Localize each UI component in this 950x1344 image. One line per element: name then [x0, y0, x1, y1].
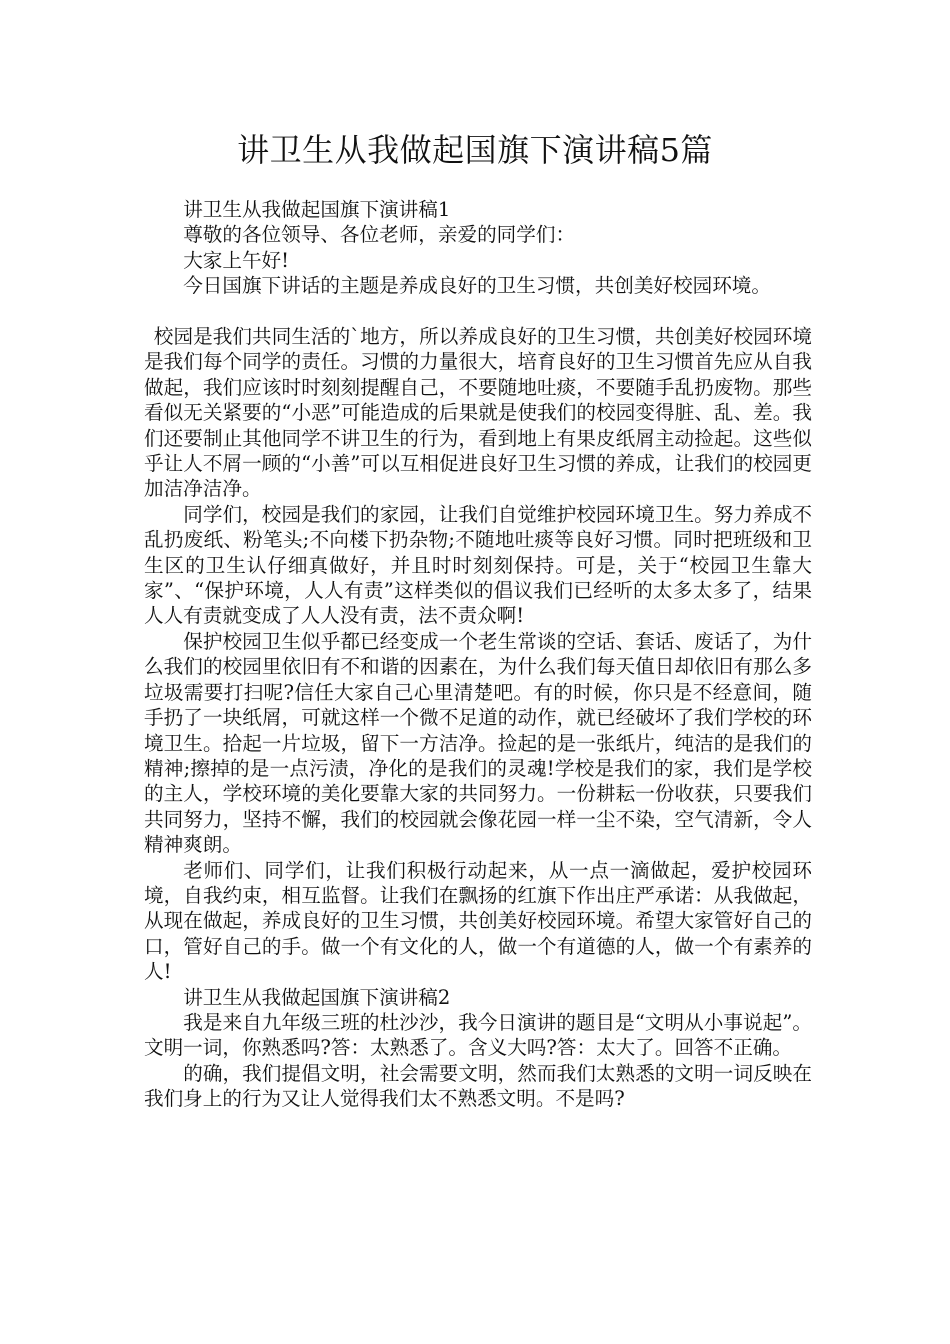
document-title: 讲卫生从我做起国旗下演讲稿5篇	[237, 131, 713, 169]
section-heading-1: 讲卫生从我做起国旗下演讲稿1	[183, 198, 451, 221]
paragraph: 我是来自九年级三班的杜沙沙，我今日演讲的题目是“文明从小事说起”。文明一词，你熟悉吗?答：太熟悉了。含义大吗?答：太大了。回答不正确。	[144, 1010, 812, 1060]
paragraph: 的确，我们提倡文明，社会需要文明，然而我们太熟悉的文明一词反映在我们身上的行为又让人觉得我们太不熟悉文明。不是吗?	[144, 1061, 812, 1111]
paragraph: 保护校园卫生似乎都已经变成一个老生常谈的空话、套话、废话了，为什么我们的校园里依旧有不和谐的因素在，为什么我们每天值日却依旧有那么多垃圾需要打扫呢?信任大家自己心里清楚吧。有的时候，你只是不经意间，随手扔了一块纸屑，可就这样一个微不足道的动作，就已经破坏了我们学校的环境卫生。拾起一片垃圾，留下一方洁净。捡起的是一张纸片，纯洁的是我们的精神;擦掉的是一点污渍，净化的是我们的灵魂!学校是我们的家，我们是学校的主人，学校环境的美化要靠大家的共同努力。一份耕耘一份收获，只要我们共同努力，坚持不懈，我们的校园就会像花园一样一尘不染，空气清新，令人精神爽朗。	[144, 629, 812, 857]
paragraph: 今日国旗下讲话的主题是养成良好的卫生习惯，共创美好校园环境。	[183, 274, 771, 298]
paragraph: 老师们、同学们，让我们积极行动起来，从一点一滴做起，爱护校园环境，自我约束，相互监督。让我们在飘扬的红旗下作出庄严承诺：从我做起，从现在做起，养成良好的卫生习惯，共创美好校园环境。希望大家管好自己的口，管好自己的手。做一个有文化的人，做一个有道德的人，做一个有素养的人!	[144, 858, 812, 984]
salutation: 尊敬的各位领导、各位老师，亲爱的同学们：	[183, 223, 576, 247]
paragraph: 同学们，校园是我们的家园，让我们自觉维护校园环境卫生。努力养成不乱扔废纸、粉笔头;不向楼下扔杂物;不随地吐痰等良好习惯。同时把班级和卫生区的卫生认仔细真做好，并且时时刻刻保持。可是，关于“校园卫生靠大家”、“保护环境，人人有责”这样类似的倡议我们已经听的太多太多了，结果人人有责就变成了人人没有责，法不责众啊!	[144, 502, 812, 628]
blank-line	[144, 299, 812, 324]
section-heading-2: 讲卫生从我做起国旗下演讲稿2	[183, 985, 451, 1009]
paragraph: 校园是我们共同生活的`地方，所以养成良好的卫生习惯，共创美好校园环境是我们每个同学的责任。习惯的力量很大，培育良好的卫生习惯首先应从自我做起，我们应该时时刻刻提醒自己，不要随地吐痰，不要随手乱扔废物。那些看似无关紧要的“小恶”可能造成的后果就是使我们的校园变得脏、乱、差。我们还要制止其他同学不讲卫生的行为，看到地上有果皮纸屑主动捡起。这些似乎让人不屑一顾的“小善”可以互相促进良好卫生习惯的养成，让我们的校园更加洁净洁净。	[144, 325, 812, 501]
document-body	[144, 197, 812, 1112]
greeting: 大家上午好!	[183, 248, 290, 272]
